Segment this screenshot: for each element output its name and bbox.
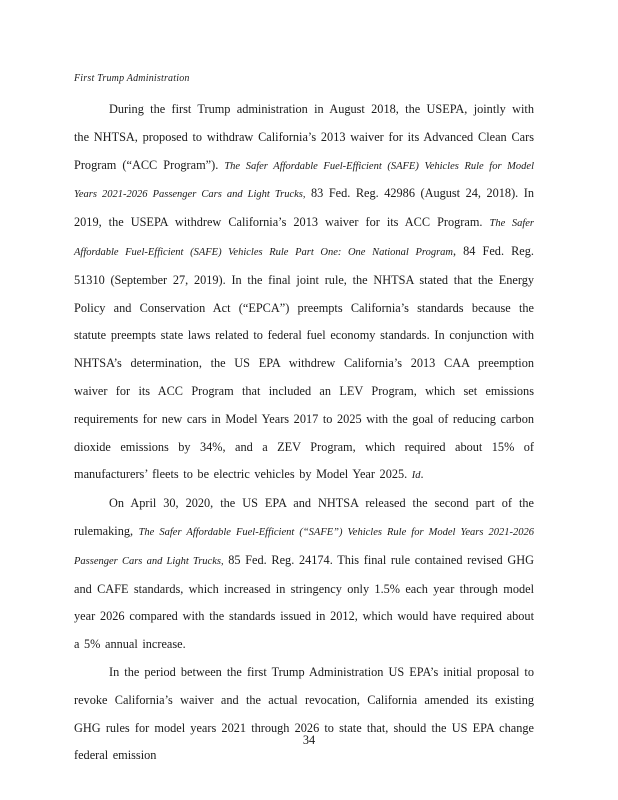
text-run: . — [420, 467, 424, 482]
paragraph-3 — [74, 659, 534, 770]
case-citation: The Safer Affordable Fuel-Efficient (SAFE) Vehicles Rule for Model Years 2021-2026 Passenger Cars and Light Trucks, — [74, 160, 534, 201]
text-run: On April 30, 2020, the US EPA and NHTSA released the second part of the rulemaking, — [74, 496, 534, 538]
id-citation: Id — [411, 470, 421, 482]
text-run: 85 Fed. Reg. 24174. This final rule contained revised GHG and CAFE standards, which increased in stringency only 1.5% each year through model year 2026 compared with the standards issued in 2012, which would have required about a 5% annual increase. — [74, 552, 534, 652]
section-heading: First Trump Administration — [74, 73, 190, 84]
paragraph-1 — [74, 96, 534, 490]
case-citation: The Safer Affordable Fuel-Efficient (SAFE) Vehicles Rule Part One: One National Program — [74, 218, 534, 258]
case-citation: The Safer Affordable Fuel-Efficient (“SAFE”) Vehicles Rule for Model Years 2021-2026 Passenger Cars and Light Trucks, — [74, 526, 534, 567]
body-text — [74, 96, 534, 770]
text-run: In the period between the first Trump Administration US EPA’s initial proposal to revoke California’s waiver and the actual revocation, California amended its existing GHG rules for model years 2021 through 2026 to state that, should the US EPA change federal emission — [74, 664, 534, 763]
text-run: During the first Trump administration in August 2018, the USEPA, jointly with the NHTSA, proposed to withdraw California’s 2013 waiver for its Advanced Clean Cars Program (“ACC Program”). — [74, 102, 534, 172]
page-number: 34 — [302, 733, 316, 747]
text-run: 83 Fed. Reg. 42986 (August 24, 2018). In 2019, the USEPA withdrew California’s 2013 waiver for its ACC Program. — [74, 186, 534, 230]
text-run: , 84 Fed. Reg. 51310 (September 27, 2019). In the final joint rule, the NHTSA stated that the Energy Policy and Conservation Act (“EPCA”) preempts California’s standards because the statute preempts state laws related to federal fuel economy standards. In conjunction with NHTSA’s determination, the US EPA withdrew California’s 2013 CAA preemption waiver for its ACC Program that included an LEV Program, which set emissions requirements for new cars in Model Years 2017 to 2025 with the goal of reducing carbon dioxide emissions by 34%, and a ZEV Program, which required about 15% of manufacturers’ fleets to be electric vehicles by Model Year 2025. — [74, 243, 534, 482]
paragraph-2 — [74, 490, 534, 659]
